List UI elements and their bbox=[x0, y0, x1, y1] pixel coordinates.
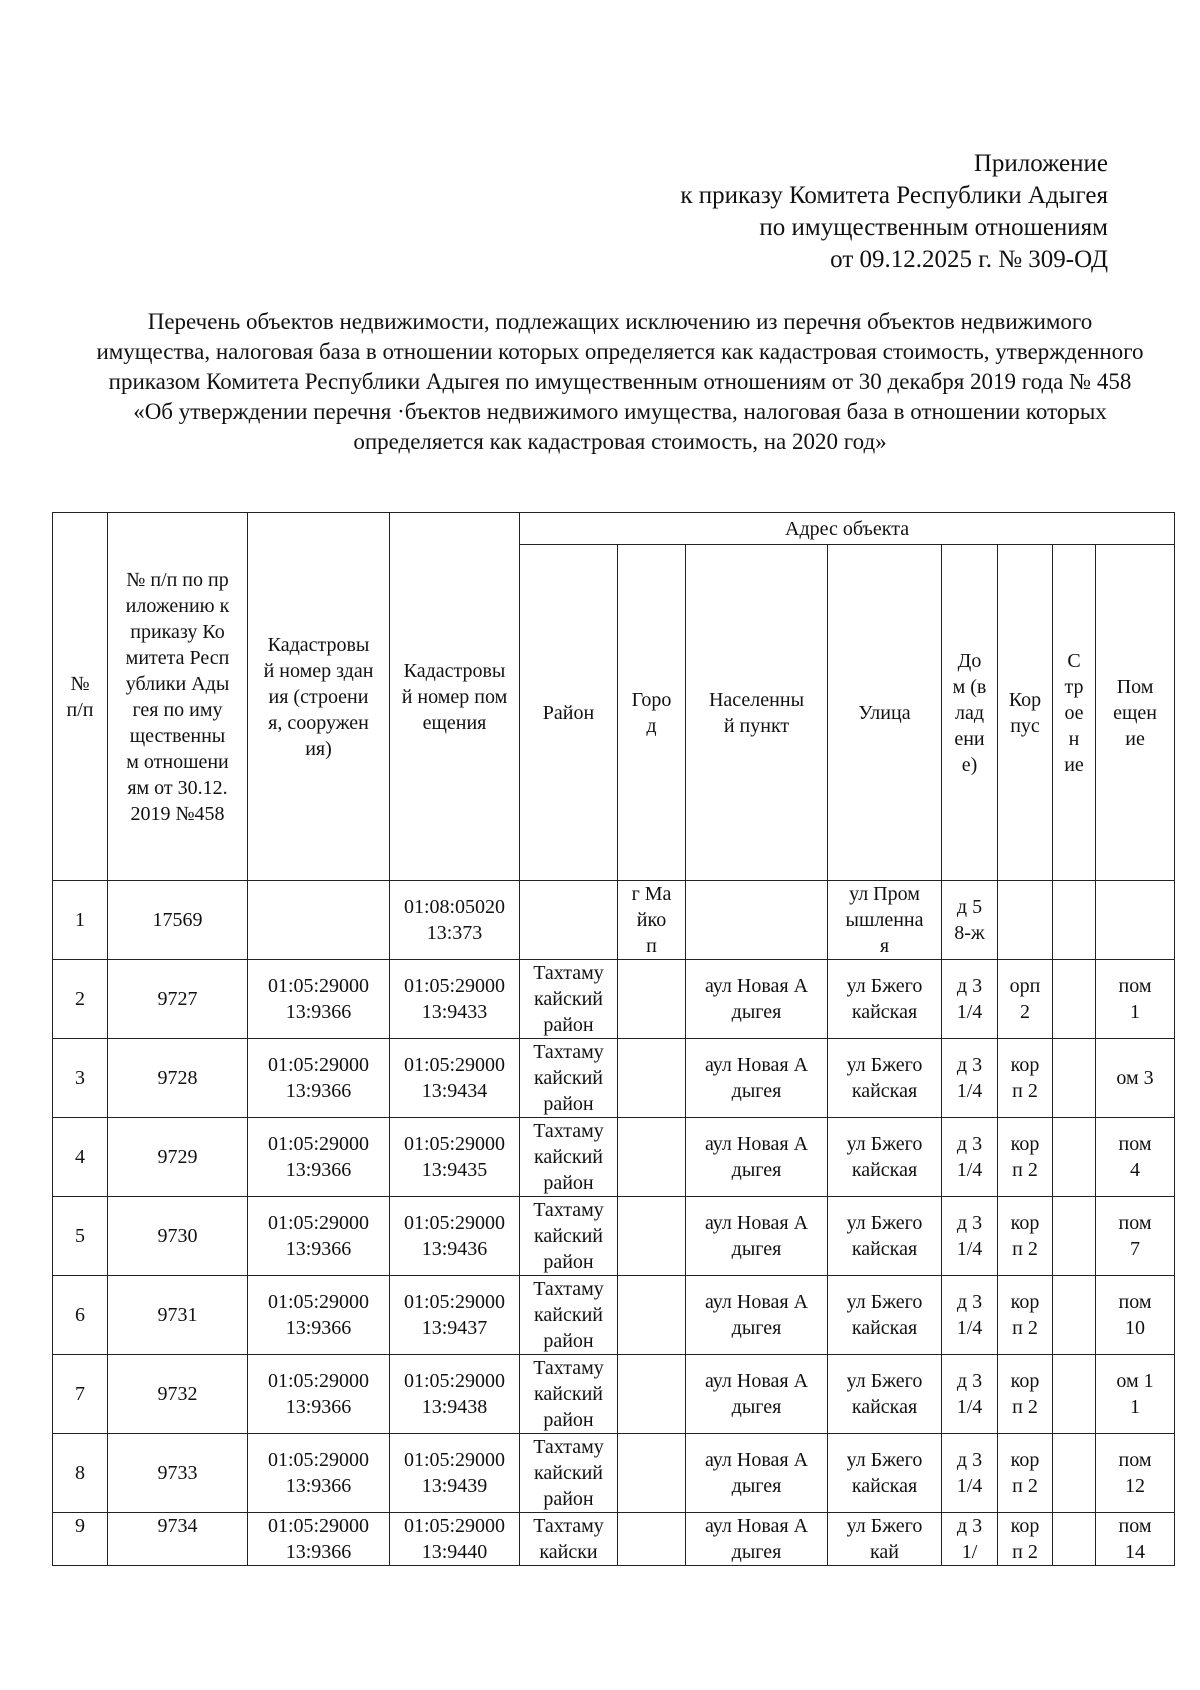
cell-num: 9 bbox=[53, 1513, 108, 1566]
cell-korpus: корп 2 bbox=[998, 1118, 1053, 1197]
cell-ref: 9728 bbox=[108, 1039, 248, 1118]
cell-room-kn: 01:05:2900013:9439 bbox=[390, 1434, 520, 1513]
cell-district: Тахтамукайский район bbox=[520, 1197, 618, 1276]
cell-korpus: корп 2 bbox=[998, 1276, 1053, 1355]
cell-building-kn: 01:05:2900013:9366 bbox=[248, 1355, 390, 1434]
header-korpus: Корпус bbox=[998, 545, 1053, 881]
cell-room: пом 10 bbox=[1096, 1276, 1175, 1355]
header-house: Дом (владение) bbox=[942, 545, 998, 881]
cell-street: ул Бжегокайская bbox=[828, 1118, 942, 1197]
cell-district: Тахтамукайский район bbox=[520, 1355, 618, 1434]
cell-building-kn: 01:05:2900013:9366 bbox=[248, 1513, 390, 1566]
cell-building bbox=[1053, 1355, 1096, 1434]
cell-num: 2 bbox=[53, 960, 108, 1039]
cell-num: 1 bbox=[53, 881, 108, 960]
cell-settlement: аул Новая Адыгея bbox=[686, 1197, 828, 1276]
cell-house: д 31/4 bbox=[942, 1434, 998, 1513]
cell-house: д 31/4 bbox=[942, 1118, 998, 1197]
appendix-line: к приказу Комитета Республики Адыгея bbox=[680, 182, 1108, 209]
appendix-block bbox=[680, 148, 1108, 276]
header-street: Улица bbox=[828, 545, 942, 881]
cell-building bbox=[1053, 1434, 1096, 1513]
cell-building bbox=[1053, 1118, 1096, 1197]
table-row bbox=[53, 1513, 1175, 1566]
cell-street: ул Бжегокай bbox=[828, 1513, 942, 1566]
cell-room: пом 7 bbox=[1096, 1197, 1175, 1276]
cell-street: ул Бжегокайская bbox=[828, 1434, 942, 1513]
table-row bbox=[53, 1355, 1175, 1434]
cell-building-kn: 01:05:2900013:9366 bbox=[248, 1276, 390, 1355]
cell-city bbox=[618, 1513, 686, 1566]
cell-ref: 9729 bbox=[108, 1118, 248, 1197]
cell-building-kn: 01:05:2900013:9366 bbox=[248, 1197, 390, 1276]
cell-building-kn bbox=[248, 881, 390, 960]
cell-building bbox=[1053, 1276, 1096, 1355]
cell-korpus: корп 2 bbox=[998, 1513, 1053, 1566]
cell-korpus bbox=[998, 881, 1053, 960]
appendix-line: Приложение bbox=[973, 150, 1108, 177]
header-num: № п/п bbox=[53, 513, 108, 881]
cell-city bbox=[618, 1434, 686, 1513]
cell-settlement: аул Новая Адыгея bbox=[686, 1118, 828, 1197]
appendix-line: от 09.12.2025 г. № 309-ОД bbox=[830, 246, 1108, 273]
cell-building bbox=[1053, 1197, 1096, 1276]
cell-settlement: аул Новая Адыгея bbox=[686, 1513, 828, 1566]
cell-building bbox=[1053, 881, 1096, 960]
cell-city bbox=[618, 1039, 686, 1118]
header-room-kn: Кадастровый номер помещения bbox=[390, 513, 520, 881]
cell-settlement: аул Новая Адыгея bbox=[686, 960, 828, 1039]
cell-city bbox=[618, 1276, 686, 1355]
cell-district: Тахтамукайски bbox=[520, 1513, 618, 1566]
cell-korpus: корп 2 bbox=[998, 1434, 1053, 1513]
cell-house: д 31/ bbox=[942, 1513, 998, 1566]
cell-num: 3 bbox=[53, 1039, 108, 1118]
cell-room-kn: 01:05:2900013:9434 bbox=[390, 1039, 520, 1118]
objects-table bbox=[52, 512, 1175, 1566]
cell-settlement: аул Новая Адыгея bbox=[686, 1039, 828, 1118]
cell-settlement: аул Новая Адыгея bbox=[686, 1355, 828, 1434]
cell-room-kn: 01:05:2900013:9438 bbox=[390, 1355, 520, 1434]
cell-room-kn: 01:05:2900013:9435 bbox=[390, 1118, 520, 1197]
header-room: Помещение bbox=[1096, 545, 1175, 881]
cell-house: д 31/4 bbox=[942, 960, 998, 1039]
cell-building-kn: 01:05:2900013:9366 bbox=[248, 960, 390, 1039]
cell-ref: 9732 bbox=[108, 1355, 248, 1434]
cell-street: ул Бжегокайская bbox=[828, 960, 942, 1039]
cell-building-kn: 01:05:2900013:9366 bbox=[248, 1039, 390, 1118]
appendix-line: по имущественным отношениям bbox=[759, 214, 1108, 241]
cell-num: 4 bbox=[53, 1118, 108, 1197]
cell-korpus: корп 2 bbox=[998, 1355, 1053, 1434]
cell-room bbox=[1096, 881, 1175, 960]
cell-building bbox=[1053, 1513, 1096, 1566]
cell-num: 6 bbox=[53, 1276, 108, 1355]
cell-building-kn: 01:05:2900013:9366 bbox=[248, 1434, 390, 1513]
cell-korpus: корп 2 bbox=[998, 1039, 1053, 1118]
table-row bbox=[53, 1118, 1175, 1197]
cell-room: ом 3 bbox=[1096, 1039, 1175, 1118]
cell-ref: 17569 bbox=[108, 881, 248, 960]
cell-room: ом 11 bbox=[1096, 1355, 1175, 1434]
cell-room-kn: 01:05:2900013:9436 bbox=[390, 1197, 520, 1276]
cell-num: 8 bbox=[53, 1434, 108, 1513]
cell-city bbox=[618, 1118, 686, 1197]
cell-korpus: корп 2 bbox=[998, 1197, 1053, 1276]
cell-settlement: аул Новая Адыгея bbox=[686, 1276, 828, 1355]
cell-city: г Майкоп bbox=[618, 881, 686, 960]
cell-city bbox=[618, 960, 686, 1039]
cell-house: д 31/4 bbox=[942, 1039, 998, 1118]
cell-ref: 9727 bbox=[108, 960, 248, 1039]
cell-house: д 58-ж bbox=[942, 881, 998, 960]
cell-district: Тахтамукайский район bbox=[520, 960, 618, 1039]
header-city: Город bbox=[618, 545, 686, 881]
table-row bbox=[53, 1039, 1175, 1118]
cell-room-kn: 01:05:2900013:9437 bbox=[390, 1276, 520, 1355]
cell-house: д 31/4 bbox=[942, 1355, 998, 1434]
cell-district: Тахтамукайский район bbox=[520, 1118, 618, 1197]
cell-building bbox=[1053, 1039, 1096, 1118]
cell-num: 5 bbox=[53, 1197, 108, 1276]
cell-settlement: аул Новая Адыгея bbox=[686, 1434, 828, 1513]
cell-room: пом 1 bbox=[1096, 960, 1175, 1039]
cell-building-kn: 01:05:2900013:9366 bbox=[248, 1118, 390, 1197]
cell-district: Тахтамукайский район bbox=[520, 1276, 618, 1355]
cell-settlement bbox=[686, 881, 828, 960]
cell-num: 7 bbox=[53, 1355, 108, 1434]
cell-room-kn: 01:05:2900013:9440 bbox=[390, 1513, 520, 1566]
cell-district bbox=[520, 881, 618, 960]
document-title: Перечень объектов недвижимости, подлежащих исключению из перечня объектов недвижимого имущества, налоговая база в отношении которых определяется как кадастровая стоимость, утвержденного приказом Комитета Республики Адыгея по имущественным отношениям от 30 декабря 2019 года № 458 «Об утверждении перечня ·бъектов недвижимого имущества, налоговая база в отношении которых определяется как кадастровая стоимость, на 2020 год» bbox=[96, 309, 1144, 454]
table-row bbox=[53, 1197, 1175, 1276]
table-row bbox=[53, 960, 1175, 1039]
cell-street: ул Бжегокайская bbox=[828, 1276, 942, 1355]
cell-house: д 31/4 bbox=[942, 1197, 998, 1276]
header-address: Адрес объекта bbox=[520, 513, 1175, 545]
cell-district: Тахтамукайский район bbox=[520, 1434, 618, 1513]
cell-ref: 9730 bbox=[108, 1197, 248, 1276]
cell-building bbox=[1053, 960, 1096, 1039]
cell-ref: 9733 bbox=[108, 1434, 248, 1513]
cell-room: пом 14 bbox=[1096, 1513, 1175, 1566]
header-ref: № п/п по приложению к приказу Комитета Республики Адыгея по имущественным отношениям от 30.12.2019 №458 bbox=[108, 513, 248, 881]
cell-district: Тахтамукайский район bbox=[520, 1039, 618, 1118]
table-row bbox=[53, 881, 1175, 960]
table-row bbox=[53, 1276, 1175, 1355]
cell-korpus: орп 2 bbox=[998, 960, 1053, 1039]
cell-street: ул Бжегокайская bbox=[828, 1197, 942, 1276]
cell-room-kn: 01:08:0502013:373 bbox=[390, 881, 520, 960]
header-building: Строение bbox=[1053, 545, 1096, 881]
cell-house: д 31/4 bbox=[942, 1276, 998, 1355]
cell-street: ул Промышленная bbox=[828, 881, 942, 960]
header-district: Район bbox=[520, 545, 618, 881]
header-building-kn: Кадастровый номер здания (строения, сооружения) bbox=[248, 513, 390, 881]
cell-room: пом 12 bbox=[1096, 1434, 1175, 1513]
cell-ref: 9731 bbox=[108, 1276, 248, 1355]
cell-street: ул Бжегокайская bbox=[828, 1039, 942, 1118]
cell-city bbox=[618, 1197, 686, 1276]
table-row bbox=[53, 1434, 1175, 1513]
cell-ref: 9734 bbox=[108, 1513, 248, 1566]
cell-room: пом 4 bbox=[1096, 1118, 1175, 1197]
cell-room-kn: 01:05:2900013:9433 bbox=[390, 960, 520, 1039]
cell-street: ул Бжегокайская bbox=[828, 1355, 942, 1434]
header-settlement: Населенный пункт bbox=[686, 545, 828, 881]
cell-city bbox=[618, 1355, 686, 1434]
